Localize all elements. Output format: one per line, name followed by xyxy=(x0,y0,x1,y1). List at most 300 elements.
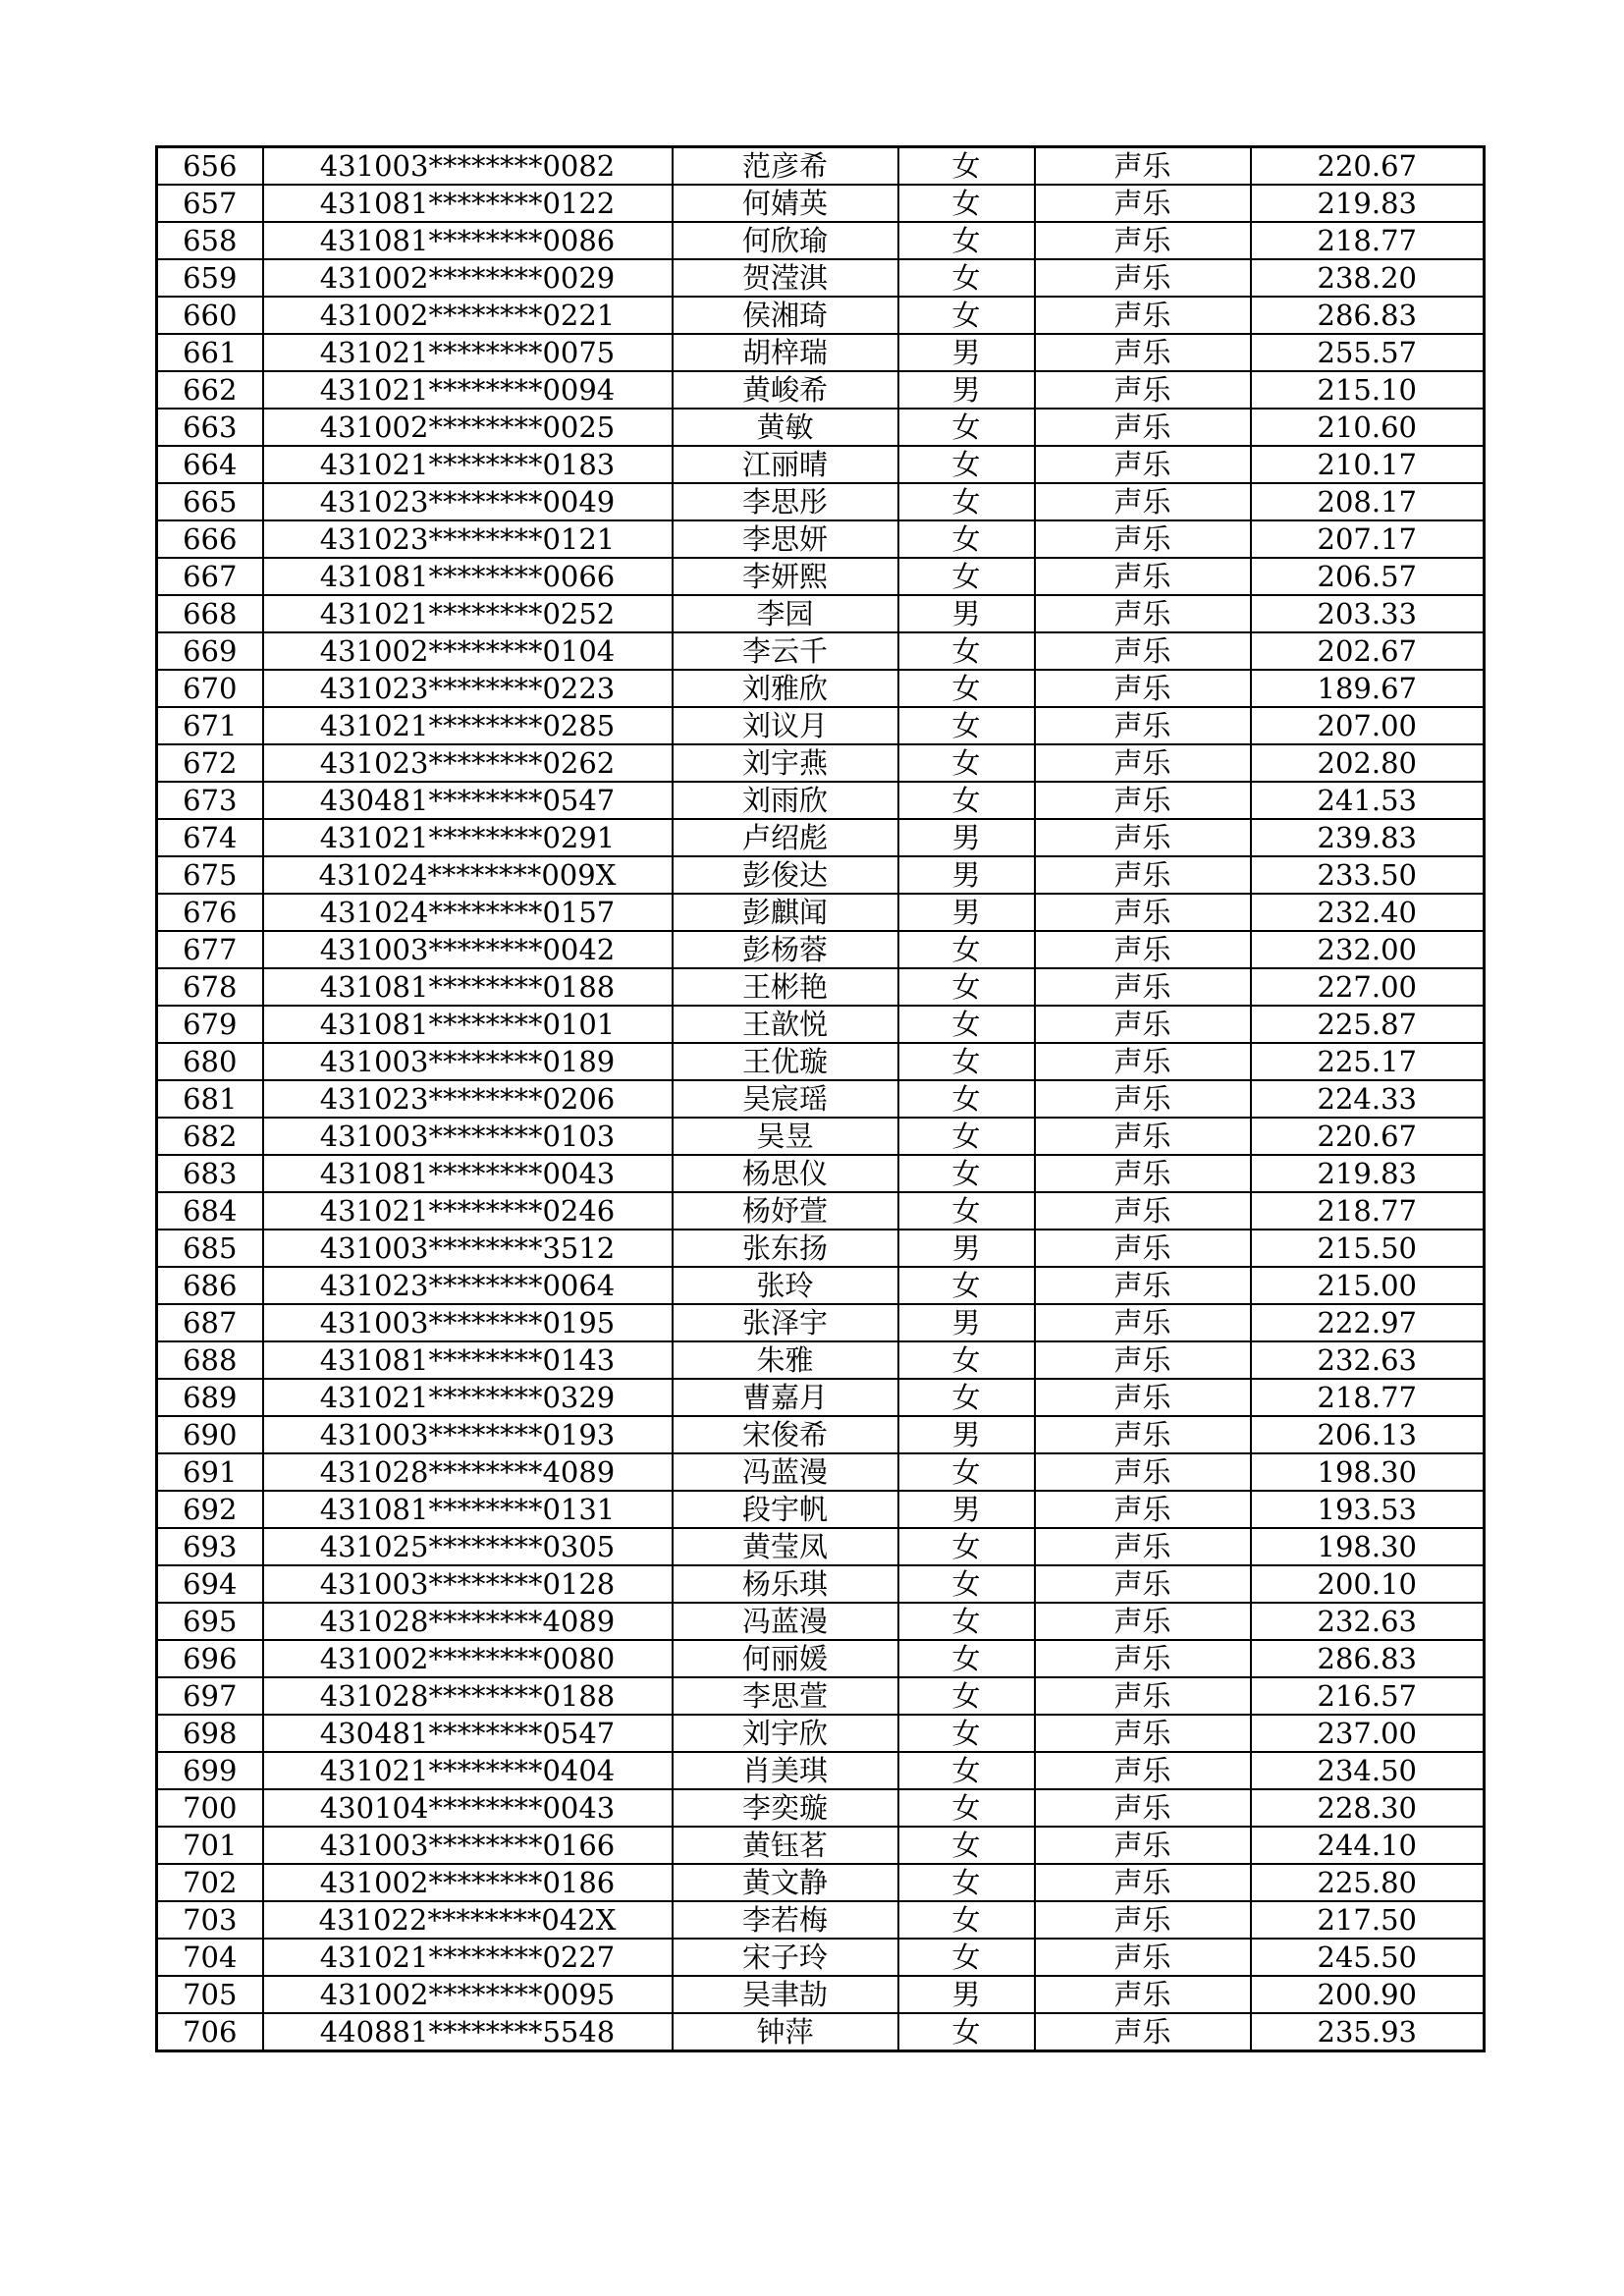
cell-score: 200.90 xyxy=(1251,1976,1485,2013)
table-row xyxy=(157,1752,1485,1789)
cell-number: 688 xyxy=(157,1341,263,1379)
cell-number: 678 xyxy=(157,968,263,1006)
cell-score: 219.83 xyxy=(1251,1155,1485,1192)
cell-name: 吴昱 xyxy=(673,1118,898,1155)
cell-gender: 男 xyxy=(898,1416,1035,1453)
cell-id-number: 431081********0066 xyxy=(263,558,673,595)
cell-number: 689 xyxy=(157,1379,263,1416)
cell-id-number: 431081********0122 xyxy=(263,185,673,222)
cell-gender: 女 xyxy=(898,222,1035,259)
cell-score: 210.17 xyxy=(1251,446,1485,483)
cell-gender: 女 xyxy=(898,1603,1035,1640)
table-row xyxy=(157,2013,1485,2051)
cell-id-number: 431003********0193 xyxy=(263,1416,673,1453)
cell-score: 200.10 xyxy=(1251,1565,1485,1603)
cell-number: 674 xyxy=(157,819,263,856)
cell-name: 杨思仪 xyxy=(673,1155,898,1192)
table-row xyxy=(157,409,1485,446)
cell-id-number: 431002********0080 xyxy=(263,1640,673,1677)
cell-gender: 女 xyxy=(898,1080,1035,1118)
cell-number: 685 xyxy=(157,1230,263,1267)
cell-gender: 男 xyxy=(898,334,1035,371)
cell-score: 235.93 xyxy=(1251,2013,1485,2051)
cell-gender: 女 xyxy=(898,1155,1035,1192)
cell-id-number: 431028********4089 xyxy=(263,1453,673,1491)
cell-subject: 声乐 xyxy=(1035,819,1251,856)
cell-score: 217.50 xyxy=(1251,1901,1485,1939)
cell-gender: 男 xyxy=(898,894,1035,931)
table-row xyxy=(157,371,1485,409)
table-row xyxy=(157,595,1485,632)
cell-name: 何丽媛 xyxy=(673,1640,898,1677)
cell-name: 范彦希 xyxy=(673,147,898,186)
cell-id-number: 431002********0095 xyxy=(263,1976,673,2013)
cell-id-number: 431002********0029 xyxy=(263,259,673,297)
cell-subject: 声乐 xyxy=(1035,1827,1251,1864)
cell-id-number: 431003********0189 xyxy=(263,1043,673,1080)
cell-gender: 男 xyxy=(898,856,1035,894)
cell-score: 228.30 xyxy=(1251,1789,1485,1827)
table-row xyxy=(157,1304,1485,1341)
cell-number: 676 xyxy=(157,894,263,931)
cell-name: 宋俊希 xyxy=(673,1416,898,1453)
cell-id-number: 430481********0547 xyxy=(263,1715,673,1752)
table-row xyxy=(157,1976,1485,2013)
cell-number: 696 xyxy=(157,1640,263,1677)
table-row xyxy=(157,1341,1485,1379)
cell-gender: 女 xyxy=(898,1043,1035,1080)
cell-name: 李思萱 xyxy=(673,1677,898,1715)
cell-name: 曹嘉月 xyxy=(673,1379,898,1416)
cell-id-number: 431023********0223 xyxy=(263,670,673,707)
cell-id-number: 431022********042X xyxy=(263,1901,673,1939)
cell-id-number: 431021********0329 xyxy=(263,1379,673,1416)
cell-gender: 女 xyxy=(898,782,1035,819)
cell-subject: 声乐 xyxy=(1035,2013,1251,2051)
cell-number: 698 xyxy=(157,1715,263,1752)
cell-gender: 女 xyxy=(898,483,1035,520)
cell-gender: 女 xyxy=(898,1379,1035,1416)
cell-score: 286.83 xyxy=(1251,1640,1485,1677)
score-table xyxy=(155,145,1486,2052)
table-row xyxy=(157,1864,1485,1901)
cell-name: 李若梅 xyxy=(673,1901,898,1939)
cell-subject: 声乐 xyxy=(1035,1864,1251,1901)
cell-subject: 声乐 xyxy=(1035,1976,1251,2013)
cell-name: 冯蓝漫 xyxy=(673,1603,898,1640)
table-row xyxy=(157,297,1485,334)
cell-name: 黄敏 xyxy=(673,409,898,446)
cell-subject: 声乐 xyxy=(1035,1230,1251,1267)
cell-name: 李奕璇 xyxy=(673,1789,898,1827)
cell-subject: 声乐 xyxy=(1035,558,1251,595)
table-row xyxy=(157,147,1485,186)
table-row xyxy=(157,1939,1485,1976)
cell-score: 241.53 xyxy=(1251,782,1485,819)
table-row xyxy=(157,1491,1485,1528)
table-row xyxy=(157,1603,1485,1640)
cell-name: 胡梓瑞 xyxy=(673,334,898,371)
table-row xyxy=(157,446,1485,483)
cell-score: 198.30 xyxy=(1251,1528,1485,1565)
cell-id-number: 431003********3512 xyxy=(263,1230,673,1267)
cell-id-number: 431023********0206 xyxy=(263,1080,673,1118)
table-row xyxy=(157,1230,1485,1267)
cell-number: 693 xyxy=(157,1528,263,1565)
cell-name: 吴宸瑶 xyxy=(673,1080,898,1118)
cell-id-number: 431003********0128 xyxy=(263,1565,673,1603)
cell-name: 段宇帆 xyxy=(673,1491,898,1528)
cell-id-number: 431028********4089 xyxy=(263,1603,673,1640)
cell-id-number: 431081********0143 xyxy=(263,1341,673,1379)
cell-subject: 声乐 xyxy=(1035,1118,1251,1155)
cell-number: 670 xyxy=(157,670,263,707)
cell-gender: 男 xyxy=(898,1230,1035,1267)
cell-name: 何欣瑜 xyxy=(673,222,898,259)
cell-gender: 女 xyxy=(898,1453,1035,1491)
cell-number: 667 xyxy=(157,558,263,595)
cell-gender: 女 xyxy=(898,1640,1035,1677)
cell-gender: 女 xyxy=(898,670,1035,707)
cell-number: 672 xyxy=(157,744,263,782)
cell-subject: 声乐 xyxy=(1035,1603,1251,1640)
cell-id-number: 431003********0042 xyxy=(263,931,673,968)
cell-number: 700 xyxy=(157,1789,263,1827)
cell-number: 663 xyxy=(157,409,263,446)
cell-number: 673 xyxy=(157,782,263,819)
cell-id-number: 431081********0086 xyxy=(263,222,673,259)
cell-score: 210.60 xyxy=(1251,409,1485,446)
cell-gender: 女 xyxy=(898,1267,1035,1304)
table-row xyxy=(157,185,1485,222)
cell-score: 206.13 xyxy=(1251,1416,1485,1453)
cell-subject: 声乐 xyxy=(1035,1939,1251,1976)
cell-gender: 女 xyxy=(898,1789,1035,1827)
cell-gender: 女 xyxy=(898,1715,1035,1752)
table-row xyxy=(157,1901,1485,1939)
cell-id-number: 431081********0043 xyxy=(263,1155,673,1192)
table-row xyxy=(157,632,1485,670)
cell-subject: 声乐 xyxy=(1035,297,1251,334)
cell-gender: 女 xyxy=(898,520,1035,558)
cell-id-number: 431002********0025 xyxy=(263,409,673,446)
cell-subject: 声乐 xyxy=(1035,707,1251,744)
cell-score: 189.67 xyxy=(1251,670,1485,707)
cell-name: 朱雅 xyxy=(673,1341,898,1379)
cell-name: 王歆悦 xyxy=(673,1006,898,1043)
table-row xyxy=(157,1192,1485,1230)
cell-name: 李园 xyxy=(673,595,898,632)
cell-score: 208.17 xyxy=(1251,483,1485,520)
cell-subject: 声乐 xyxy=(1035,1528,1251,1565)
cell-subject: 声乐 xyxy=(1035,1491,1251,1528)
cell-id-number: 431021********0291 xyxy=(263,819,673,856)
cell-number: 664 xyxy=(157,446,263,483)
cell-score: 237.00 xyxy=(1251,1715,1485,1752)
cell-name: 彭麒闻 xyxy=(673,894,898,931)
cell-subject: 声乐 xyxy=(1035,1192,1251,1230)
table-row xyxy=(157,1267,1485,1304)
score-table-body xyxy=(157,147,1485,2051)
cell-subject: 声乐 xyxy=(1035,931,1251,968)
cell-gender: 女 xyxy=(898,1528,1035,1565)
cell-name: 张泽宇 xyxy=(673,1304,898,1341)
cell-score: 220.67 xyxy=(1251,147,1485,186)
cell-subject: 声乐 xyxy=(1035,595,1251,632)
cell-subject: 声乐 xyxy=(1035,1901,1251,1939)
cell-gender: 女 xyxy=(898,558,1035,595)
cell-gender: 女 xyxy=(898,1341,1035,1379)
cell-name: 冯蓝漫 xyxy=(673,1453,898,1491)
cell-subject: 声乐 xyxy=(1035,744,1251,782)
cell-score: 232.63 xyxy=(1251,1341,1485,1379)
table-row xyxy=(157,894,1485,931)
cell-score: 218.77 xyxy=(1251,222,1485,259)
cell-gender: 女 xyxy=(898,409,1035,446)
table-row xyxy=(157,707,1485,744)
cell-gender: 女 xyxy=(898,632,1035,670)
cell-number: 687 xyxy=(157,1304,263,1341)
table-row xyxy=(157,1640,1485,1677)
cell-name: 宋子玲 xyxy=(673,1939,898,1976)
cell-subject: 声乐 xyxy=(1035,968,1251,1006)
cell-score: 198.30 xyxy=(1251,1453,1485,1491)
cell-score: 245.50 xyxy=(1251,1939,1485,1976)
cell-subject: 声乐 xyxy=(1035,1640,1251,1677)
cell-name: 刘议月 xyxy=(673,707,898,744)
cell-gender: 女 xyxy=(898,259,1035,297)
cell-score: 232.00 xyxy=(1251,931,1485,968)
cell-subject: 声乐 xyxy=(1035,894,1251,931)
cell-subject: 声乐 xyxy=(1035,1304,1251,1341)
cell-gender: 女 xyxy=(898,1939,1035,1976)
cell-score: 225.17 xyxy=(1251,1043,1485,1080)
cell-id-number: 431021********0075 xyxy=(263,334,673,371)
cell-gender: 女 xyxy=(898,1006,1035,1043)
cell-id-number: 431024********009X xyxy=(263,856,673,894)
cell-subject: 声乐 xyxy=(1035,1379,1251,1416)
cell-subject: 声乐 xyxy=(1035,446,1251,483)
cell-number: 669 xyxy=(157,632,263,670)
table-row xyxy=(157,520,1485,558)
cell-gender: 女 xyxy=(898,1192,1035,1230)
cell-subject: 声乐 xyxy=(1035,632,1251,670)
cell-id-number: 431002********0186 xyxy=(263,1864,673,1901)
cell-score: 216.57 xyxy=(1251,1677,1485,1715)
table-row xyxy=(157,1006,1485,1043)
cell-id-number: 431021********0227 xyxy=(263,1939,673,1976)
cell-name: 黄峻希 xyxy=(673,371,898,409)
cell-number: 699 xyxy=(157,1752,263,1789)
cell-subject: 声乐 xyxy=(1035,259,1251,297)
cell-number: 671 xyxy=(157,707,263,744)
cell-id-number: 431003********0082 xyxy=(263,147,673,186)
cell-name: 张玲 xyxy=(673,1267,898,1304)
cell-score: 227.00 xyxy=(1251,968,1485,1006)
cell-name: 卢绍彪 xyxy=(673,819,898,856)
cell-number: 666 xyxy=(157,520,263,558)
cell-subject: 声乐 xyxy=(1035,1416,1251,1453)
cell-subject: 声乐 xyxy=(1035,1789,1251,1827)
cell-subject: 声乐 xyxy=(1035,147,1251,186)
cell-name: 刘宇燕 xyxy=(673,744,898,782)
cell-score: 239.83 xyxy=(1251,819,1485,856)
cell-score: 218.77 xyxy=(1251,1379,1485,1416)
cell-gender: 女 xyxy=(898,185,1035,222)
table-row xyxy=(157,558,1485,595)
cell-gender: 男 xyxy=(898,819,1035,856)
cell-id-number: 431021********0183 xyxy=(263,446,673,483)
cell-number: 691 xyxy=(157,1453,263,1491)
cell-number: 662 xyxy=(157,371,263,409)
table-row xyxy=(157,782,1485,819)
cell-gender: 女 xyxy=(898,1677,1035,1715)
cell-subject: 声乐 xyxy=(1035,371,1251,409)
cell-subject: 声乐 xyxy=(1035,222,1251,259)
cell-id-number: 431003********0166 xyxy=(263,1827,673,1864)
cell-number: 659 xyxy=(157,259,263,297)
table-row xyxy=(157,744,1485,782)
cell-id-number: 431023********0049 xyxy=(263,483,673,520)
cell-name: 杨妤萱 xyxy=(673,1192,898,1230)
cell-subject: 声乐 xyxy=(1035,1006,1251,1043)
cell-gender: 女 xyxy=(898,1864,1035,1901)
cell-id-number: 430104********0043 xyxy=(263,1789,673,1827)
cell-gender: 女 xyxy=(898,446,1035,483)
cell-number: 705 xyxy=(157,1976,263,2013)
cell-name: 黄文静 xyxy=(673,1864,898,1901)
table-row xyxy=(157,1155,1485,1192)
cell-subject: 声乐 xyxy=(1035,185,1251,222)
cell-gender: 男 xyxy=(898,595,1035,632)
cell-id-number: 431081********0101 xyxy=(263,1006,673,1043)
cell-name: 彭俊达 xyxy=(673,856,898,894)
cell-id-number: 431023********0064 xyxy=(263,1267,673,1304)
table-row xyxy=(157,1528,1485,1565)
cell-subject: 声乐 xyxy=(1035,1155,1251,1192)
cell-id-number: 431023********0121 xyxy=(263,520,673,558)
cell-number: 695 xyxy=(157,1603,263,1640)
cell-subject: 声乐 xyxy=(1035,1080,1251,1118)
cell-score: 238.20 xyxy=(1251,259,1485,297)
table-row xyxy=(157,334,1485,371)
cell-id-number: 431021********0246 xyxy=(263,1192,673,1230)
cell-name: 江丽晴 xyxy=(673,446,898,483)
cell-id-number: 431081********0188 xyxy=(263,968,673,1006)
cell-number: 697 xyxy=(157,1677,263,1715)
cell-name: 张东扬 xyxy=(673,1230,898,1267)
cell-score: 232.63 xyxy=(1251,1603,1485,1640)
cell-number: 686 xyxy=(157,1267,263,1304)
cell-number: 704 xyxy=(157,1939,263,1976)
cell-score: 225.87 xyxy=(1251,1006,1485,1043)
cell-score: 202.80 xyxy=(1251,744,1485,782)
cell-name: 黄钰茗 xyxy=(673,1827,898,1864)
cell-score: 286.83 xyxy=(1251,297,1485,334)
cell-gender: 女 xyxy=(898,297,1035,334)
cell-name: 贺滢淇 xyxy=(673,259,898,297)
cell-score: 215.50 xyxy=(1251,1230,1485,1267)
cell-name: 彭杨蓉 xyxy=(673,931,898,968)
table-row xyxy=(157,1416,1485,1453)
cell-gender: 女 xyxy=(898,931,1035,968)
cell-name: 肖美琪 xyxy=(673,1752,898,1789)
cell-name: 王优璇 xyxy=(673,1043,898,1080)
cell-score: 234.50 xyxy=(1251,1752,1485,1789)
cell-subject: 声乐 xyxy=(1035,334,1251,371)
table-row xyxy=(157,1118,1485,1155)
cell-number: 681 xyxy=(157,1080,263,1118)
cell-score: 215.10 xyxy=(1251,371,1485,409)
cell-subject: 声乐 xyxy=(1035,1267,1251,1304)
cell-score: 215.00 xyxy=(1251,1267,1485,1304)
cell-gender: 女 xyxy=(898,1565,1035,1603)
cell-subject: 声乐 xyxy=(1035,1752,1251,1789)
cell-id-number: 440881********5548 xyxy=(263,2013,673,2051)
cell-gender: 男 xyxy=(898,1491,1035,1528)
cell-number: 656 xyxy=(157,147,263,186)
cell-gender: 女 xyxy=(898,968,1035,1006)
cell-name: 吴聿劼 xyxy=(673,1976,898,2013)
cell-name: 李云千 xyxy=(673,632,898,670)
cell-subject: 声乐 xyxy=(1035,670,1251,707)
cell-subject: 声乐 xyxy=(1035,1341,1251,1379)
cell-id-number: 431025********0305 xyxy=(263,1528,673,1565)
cell-number: 668 xyxy=(157,595,263,632)
cell-gender: 男 xyxy=(898,371,1035,409)
cell-id-number: 431028********0188 xyxy=(263,1677,673,1715)
cell-score: 193.53 xyxy=(1251,1491,1485,1528)
cell-score: 225.80 xyxy=(1251,1864,1485,1901)
table-row xyxy=(157,1043,1485,1080)
table-row xyxy=(157,222,1485,259)
cell-name: 王彬艳 xyxy=(673,968,898,1006)
table-row xyxy=(157,1080,1485,1118)
cell-number: 677 xyxy=(157,931,263,968)
table-row xyxy=(157,259,1485,297)
cell-score: 218.77 xyxy=(1251,1192,1485,1230)
cell-id-number: 431021********0404 xyxy=(263,1752,673,1789)
cell-score: 255.57 xyxy=(1251,334,1485,371)
cell-name: 黄莹凤 xyxy=(673,1528,898,1565)
table-row xyxy=(157,1827,1485,1864)
cell-id-number: 431003********0195 xyxy=(263,1304,673,1341)
cell-number: 682 xyxy=(157,1118,263,1155)
cell-number: 701 xyxy=(157,1827,263,1864)
cell-gender: 女 xyxy=(898,1901,1035,1939)
cell-number: 658 xyxy=(157,222,263,259)
table-row xyxy=(157,1789,1485,1827)
cell-number: 706 xyxy=(157,2013,263,2051)
cell-gender: 女 xyxy=(898,1118,1035,1155)
cell-gender: 男 xyxy=(898,1304,1035,1341)
cell-number: 679 xyxy=(157,1006,263,1043)
cell-number: 684 xyxy=(157,1192,263,1230)
cell-gender: 女 xyxy=(898,2013,1035,2051)
cell-score: 233.50 xyxy=(1251,856,1485,894)
table-row xyxy=(157,1677,1485,1715)
cell-subject: 声乐 xyxy=(1035,1043,1251,1080)
cell-number: 692 xyxy=(157,1491,263,1528)
table-row xyxy=(157,819,1485,856)
cell-subject: 声乐 xyxy=(1035,409,1251,446)
cell-id-number: 431081********0131 xyxy=(263,1491,673,1528)
cell-name: 钟萍 xyxy=(673,2013,898,2051)
table-row xyxy=(157,1379,1485,1416)
cell-score: 219.83 xyxy=(1251,185,1485,222)
cell-score: 206.57 xyxy=(1251,558,1485,595)
cell-score: 232.40 xyxy=(1251,894,1485,931)
